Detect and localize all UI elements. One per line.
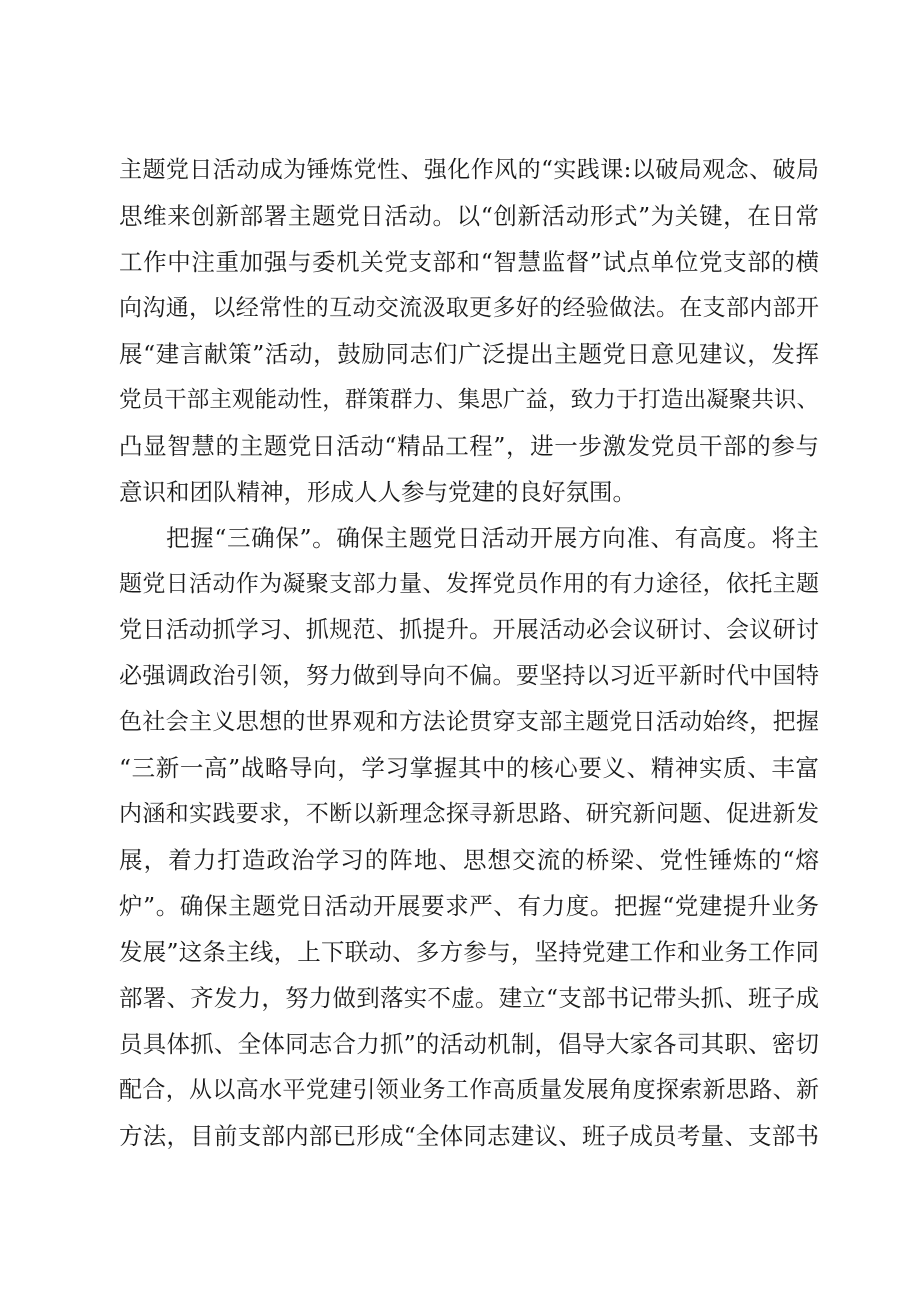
text-line: 意识和团队精神，形成人人参与党建的良好氛围。 xyxy=(119,478,636,506)
text-line: 主题党日活动成为锤炼党性、强化作风的“实践课:以破局观念、破局 xyxy=(119,157,819,183)
text-line: 方法，目前支部内部已形成“全体同志建议、班子成员考量、支部书 xyxy=(119,1122,819,1150)
text-line: 部署、齐发力，努力做到落实不虚。建立“支部书记带头抓、班子成 xyxy=(119,984,819,1012)
text-line: 向沟通，以经常性的互动交流汲取更多好的经验做法。在支部内部开 xyxy=(119,295,819,321)
text-line: 党日活动抓学习、抓规范、抓提升。开展活动必会议研讨、会议研讨 xyxy=(119,617,819,643)
text-line: 内涵和实践要求，不断以新理念探寻新思路、研究新问题、促进新发 xyxy=(119,801,819,827)
text-line: 色社会主义思想的世界观和方法论贯穿支部主题党日活动始终，把握 xyxy=(119,709,819,735)
text-line: 党员干部主观能动性，群策群力、集思广益，致力于打造出凝聚共识、 xyxy=(119,387,819,413)
text-line: 配合，从以高水平党建引领业务工作高质量发展角度探索新思路、新 xyxy=(119,1077,819,1103)
text-line: 发展”这条主线，上下联动、多方参与，坚持党建工作和业务工作同 xyxy=(119,938,819,966)
text-line: 展“建言献策”活动，鼓励同志们广泛提出主题党日意见建议，发挥 xyxy=(119,340,819,368)
text-line: “三新一高”战略导向，学习掌握其中的核心要义、精神实质、丰富 xyxy=(119,754,819,782)
text-line: 把握“三确保”。确保主题党日活动开展方向准、有高度。将主 xyxy=(166,524,819,552)
text-line: 员具体抓、全体同志合力抓”的活动机制，倡导大家各司其职、密切 xyxy=(119,1030,819,1058)
text-line: 工作中注重加强与委机关党支部和“智慧监督”试点单位党支部的横 xyxy=(119,248,819,276)
text-line: 展，着力打造政治学习的阵地、思想交流的桥梁、党性锤炼的“熔 xyxy=(119,846,819,874)
text-line: 必强调政治引领，努力做到导向不偏。要坚持以习近平新时代中国特 xyxy=(119,663,819,689)
text-line: 凸显智慧的主题党日活动“精品工程”，进一步激发党员干部的参与 xyxy=(119,432,819,460)
text-line: 炉”。确保主题党日活动开展要求严、有力度。把握“党建提升业务 xyxy=(119,892,819,920)
text-line: 题党日活动作为凝聚支部力量、发挥党员作用的有力途径，依托主题 xyxy=(119,571,819,597)
text-line: 思维来创新部署主题党日活动。以“创新活动形式”为关键，在日常 xyxy=(119,202,819,230)
